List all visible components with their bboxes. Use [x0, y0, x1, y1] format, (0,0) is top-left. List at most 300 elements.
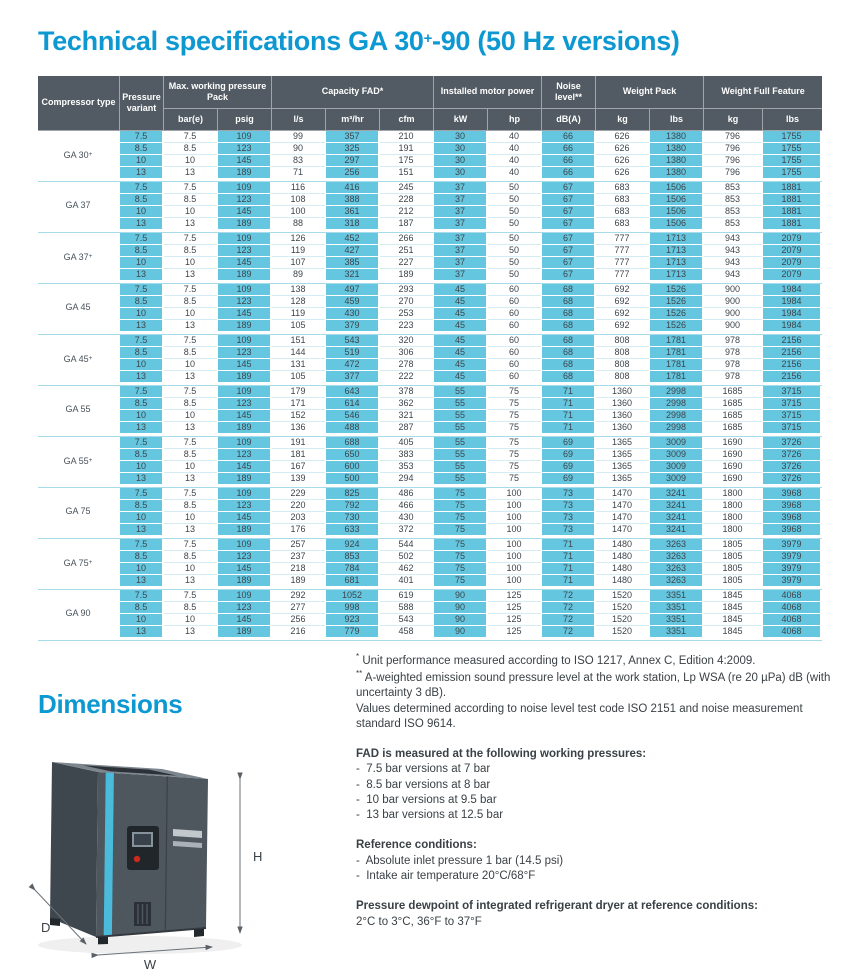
column-header: Weight Full Feature [704, 76, 822, 109]
table-cell: 1881 [763, 182, 822, 194]
compressor-group [38, 182, 822, 233]
table-cell: 227 [380, 257, 434, 269]
column-header: Capacity FAD* [272, 76, 434, 109]
table-cell: 4068 [763, 626, 822, 637]
table-cell: 75 [488, 422, 542, 433]
dimension-label-h: H [253, 849, 263, 864]
table-cell: 69 [542, 437, 596, 449]
table-cell: 1520 [596, 626, 650, 637]
table-cell: 45 [434, 308, 488, 320]
table-cell: 1800 [704, 488, 763, 500]
table-cell: 497 [326, 284, 380, 296]
table-cell: 40 [488, 131, 542, 143]
table-row [38, 398, 822, 410]
table-cell: 808 [596, 347, 650, 359]
table-cell: 1984 [763, 284, 822, 296]
table-cell: 67 [542, 194, 596, 206]
table-cell: 3241 [650, 524, 704, 535]
table-cell: 796 [704, 131, 763, 143]
table-cell: 99 [272, 131, 326, 143]
table-row [38, 449, 822, 461]
table-cell: 220 [272, 500, 326, 512]
table-cell: 325 [326, 143, 380, 155]
table-row [38, 524, 822, 535]
table-cell: 1526 [650, 284, 704, 296]
table-cell: 3241 [650, 512, 704, 524]
spec-table [38, 76, 822, 641]
table-cell: 66 [542, 155, 596, 167]
table-cell: 633 [326, 524, 380, 535]
table-cell: 1805 [704, 539, 763, 551]
table-cell: 13 [164, 167, 218, 178]
table-cell: 10 [164, 563, 218, 575]
table-cell: 4068 [763, 590, 822, 602]
table-cell: 50 [488, 182, 542, 194]
table-cell: 50 [488, 194, 542, 206]
table-cell: 3715 [763, 422, 822, 433]
table-row [38, 602, 822, 614]
table-cell: 619 [380, 590, 434, 602]
table-row [38, 155, 822, 167]
table-cell: 145 [218, 359, 272, 371]
table-cell: 175 [380, 155, 434, 167]
table-cell: 1520 [596, 602, 650, 614]
table-cell: 10 [164, 155, 218, 167]
table-cell: 1690 [704, 461, 763, 473]
table-cell: 7.5 [164, 488, 218, 500]
table-cell: 378 [380, 386, 434, 398]
table-cell: 486 [380, 488, 434, 500]
table-row [38, 551, 822, 563]
table-cell: 287 [380, 422, 434, 433]
page-title [38, 0, 822, 57]
table-cell: 1800 [704, 512, 763, 524]
table-cell: 2156 [763, 335, 822, 347]
table-cell: 2156 [763, 359, 822, 371]
table-cell: 189 [218, 575, 272, 586]
floor-shadow [38, 936, 242, 954]
table-cell: 71 [542, 551, 596, 563]
table-cell: 10 [120, 563, 164, 575]
table-cell: 502 [380, 551, 434, 563]
table-cell: 13 [120, 422, 164, 433]
table-cell: 1845 [704, 602, 763, 614]
table-cell: 119 [272, 245, 326, 257]
table-cell: 109 [218, 437, 272, 449]
table-cell: 75 [488, 386, 542, 398]
compressor-group [38, 539, 822, 590]
table-row [38, 359, 822, 371]
table-cell: 1685 [704, 410, 763, 422]
table-cell: 2156 [763, 371, 822, 382]
page-title-sup: + [423, 31, 433, 47]
table-cell: 72 [542, 602, 596, 614]
table-cell: 796 [704, 155, 763, 167]
table-row [38, 308, 822, 320]
table-cell: 60 [488, 308, 542, 320]
compressor-group [38, 437, 822, 488]
table-cell: 55 [434, 398, 488, 410]
table-cell: 181 [272, 449, 326, 461]
table-cell: 8.5 [164, 398, 218, 410]
page-title-suffix: -90 (50 Hz versions) [432, 26, 680, 56]
table-cell: 8.5 [164, 347, 218, 359]
table-cell: 8.5 [120, 245, 164, 257]
table-cell: 13 [120, 473, 164, 484]
compressor-group [38, 386, 822, 437]
table-cell: 626 [596, 167, 650, 178]
table-cell: 10 [164, 410, 218, 422]
table-row [38, 245, 822, 257]
table-cell: 37 [434, 182, 488, 194]
table-cell: 10 [120, 512, 164, 524]
dimension-label-d: D [41, 920, 51, 935]
table-cell: 7.5 [164, 590, 218, 602]
table-row [38, 386, 822, 398]
table-cell: 2079 [763, 269, 822, 280]
table-cell: 145 [218, 410, 272, 422]
table-cell: 145 [218, 206, 272, 218]
table-cell: 10 [120, 155, 164, 167]
table-cell: 138 [272, 284, 326, 296]
table-cell: 853 [704, 218, 763, 229]
table-cell: 123 [218, 296, 272, 308]
table-cell: 7.5 [164, 131, 218, 143]
table-cell: 1845 [704, 590, 763, 602]
compressor-group [38, 284, 822, 335]
table-cell: 189 [218, 320, 272, 331]
table-cell: 7.5 [120, 590, 164, 602]
table-cell: 107 [272, 257, 326, 269]
table-cell: 203 [272, 512, 326, 524]
table-cell: 7.5 [120, 539, 164, 551]
table-cell: 100 [488, 551, 542, 563]
compressor-type-cell: GA 37 [38, 182, 120, 229]
compressor-type-cell: GA 90 [38, 590, 120, 637]
table-cell: 1360 [596, 422, 650, 433]
table-cell: 8.5 [164, 296, 218, 308]
table-cell: 71 [542, 386, 596, 398]
table-cell: 131 [272, 359, 326, 371]
table-cell: 8.5 [120, 602, 164, 614]
table-cell: 13 [120, 320, 164, 331]
table-cell: 306 [380, 347, 434, 359]
table-cell: 210 [380, 131, 434, 143]
footnote-marker: ** [356, 669, 363, 679]
table-cell: 3241 [650, 500, 704, 512]
table-cell: 2079 [763, 245, 822, 257]
table-cell: 55 [434, 437, 488, 449]
table-row [38, 233, 822, 245]
table-cell: 10 [120, 308, 164, 320]
table-cell: 1845 [704, 626, 763, 637]
table-cell: 3263 [650, 539, 704, 551]
dimensions-section [38, 647, 356, 977]
table-cell: 1881 [763, 218, 822, 229]
table-cell: 109 [218, 539, 272, 551]
table-cell: 13 [164, 269, 218, 280]
table-cell: 8.5 [120, 347, 164, 359]
table-cell: 30 [434, 143, 488, 155]
table-cell: 294 [380, 473, 434, 484]
table-cell: 683 [596, 194, 650, 206]
table-cell: 1360 [596, 410, 650, 422]
table-cell: 626 [596, 155, 650, 167]
table-cell: 2998 [650, 410, 704, 422]
table-cell: 37 [434, 206, 488, 218]
table-cell: 123 [218, 398, 272, 410]
table-cell: 100 [488, 539, 542, 551]
table-cell: 109 [218, 182, 272, 194]
table-cell: 75 [488, 437, 542, 449]
table-cell: 488 [326, 422, 380, 433]
table-cell: 3968 [763, 500, 822, 512]
table-cell: 10 [164, 461, 218, 473]
table-cell: 145 [218, 512, 272, 524]
table-cell: 8.5 [164, 194, 218, 206]
table-cell: 1713 [650, 257, 704, 269]
table-cell: 7.5 [120, 386, 164, 398]
table-cell: 123 [218, 449, 272, 461]
table-cell: 796 [704, 167, 763, 178]
table-cell: 3263 [650, 575, 704, 586]
table-cell: 1470 [596, 524, 650, 535]
control-screen-inner [134, 834, 151, 845]
table-cell: 779 [326, 626, 380, 637]
table-cell: 500 [326, 473, 380, 484]
compressor-group [38, 335, 822, 386]
foot [98, 937, 108, 945]
dewpoint-title: Pressure dewpoint of integrated refrigerant dryer at reference conditions: [356, 900, 758, 913]
table-cell: 109 [218, 284, 272, 296]
table-cell: 266 [380, 233, 434, 245]
table-cell: 67 [542, 269, 596, 280]
table-cell: 519 [326, 347, 380, 359]
table-cell: 100 [272, 206, 326, 218]
table-cell: 10 [120, 257, 164, 269]
table-cell: 189 [218, 218, 272, 229]
table-cell: 189 [218, 371, 272, 382]
table-cell: 60 [488, 359, 542, 371]
table-cell: 73 [542, 512, 596, 524]
table-cell: 68 [542, 335, 596, 347]
table-cell: 109 [218, 386, 272, 398]
table-cell: 7.5 [164, 437, 218, 449]
table-cell: 73 [542, 488, 596, 500]
table-cell: 377 [326, 371, 380, 382]
table-cell: 546 [326, 410, 380, 422]
table-cell: 72 [542, 626, 596, 637]
note-item: - 7.5 bar versions at 7 bar [356, 762, 832, 777]
table-cell: 60 [488, 284, 542, 296]
table-cell: 10 [120, 206, 164, 218]
table-cell: 277 [272, 602, 326, 614]
note-item: - 13 bar versions at 12.5 bar [356, 808, 832, 823]
table-cell: 1690 [704, 449, 763, 461]
table-cell: 223 [380, 320, 434, 331]
table-cell: 10 [164, 359, 218, 371]
table-cell: 68 [542, 347, 596, 359]
table-cell: 278 [380, 359, 434, 371]
table-cell: 777 [596, 269, 650, 280]
table-cell: 75 [488, 473, 542, 484]
table-row [38, 590, 822, 602]
compressor-group [38, 590, 822, 641]
table-cell: 1755 [763, 131, 822, 143]
table-cell: 73 [542, 524, 596, 535]
table-cell: 3715 [763, 410, 822, 422]
table-cell: 362 [380, 398, 434, 410]
table-cell: 123 [218, 602, 272, 614]
table-cell: 3263 [650, 551, 704, 563]
column-subheader: kg [596, 109, 650, 131]
table-cell: 1984 [763, 308, 822, 320]
table-cell: 60 [488, 335, 542, 347]
table-cell: 253 [380, 308, 434, 320]
column-subheader: lbs [650, 109, 704, 131]
table-cell: 1470 [596, 500, 650, 512]
table-cell: 136 [272, 422, 326, 433]
table-cell: 1480 [596, 551, 650, 563]
table-cell: 1480 [596, 539, 650, 551]
table-cell: 45 [434, 296, 488, 308]
table-cell: 388 [326, 194, 380, 206]
table-cell: 777 [596, 257, 650, 269]
table-cell: 1506 [650, 182, 704, 194]
table-cell: 71 [542, 575, 596, 586]
table-cell: 808 [596, 335, 650, 347]
table-cell: 978 [704, 335, 763, 347]
table-cell: 68 [542, 359, 596, 371]
table-cell: 3968 [763, 524, 822, 535]
table-cell: 13 [164, 371, 218, 382]
table-cell: 458 [380, 626, 434, 637]
table-cell: 692 [596, 284, 650, 296]
table-cell: 123 [218, 347, 272, 359]
table-cell: 67 [542, 245, 596, 257]
compressor-type-cell: GA 75+ [38, 539, 120, 586]
table-cell: 71 [272, 167, 326, 178]
table-cell: 75 [488, 461, 542, 473]
table-cell: 189 [380, 269, 434, 280]
table-cell: 293 [380, 284, 434, 296]
table-cell: 796 [704, 143, 763, 155]
table-row [38, 500, 822, 512]
table-cell: 321 [380, 410, 434, 422]
table-cell: 171 [272, 398, 326, 410]
table-row [38, 284, 822, 296]
table-cell: 7.5 [120, 284, 164, 296]
table-row [38, 182, 822, 194]
table-cell: 825 [326, 488, 380, 500]
table-cell: 692 [596, 308, 650, 320]
table-cell: 1781 [650, 347, 704, 359]
table-cell: 1380 [650, 131, 704, 143]
column-header: Pressure variant [120, 76, 164, 131]
table-cell: 1480 [596, 563, 650, 575]
table-cell: 459 [326, 296, 380, 308]
table-cell: 90 [434, 602, 488, 614]
table-cell: 68 [542, 371, 596, 382]
table-cell: 256 [326, 167, 380, 178]
table-cell: 189 [218, 626, 272, 637]
table-cell: 1380 [650, 143, 704, 155]
table-cell: 650 [326, 449, 380, 461]
table-cell: 1805 [704, 575, 763, 586]
table-cell: 318 [326, 218, 380, 229]
table-cell: 37 [434, 269, 488, 280]
table-cell: 10 [164, 206, 218, 218]
table-row [38, 320, 822, 331]
table-cell: 123 [218, 143, 272, 155]
table-cell: 10 [120, 461, 164, 473]
compressor-type-cell: GA 75 [38, 488, 120, 535]
table-cell: 10 [164, 614, 218, 626]
column-subheader: hp [488, 109, 542, 131]
table-cell: 66 [542, 167, 596, 178]
table-row [38, 194, 822, 206]
foot [50, 918, 60, 926]
table-cell: 60 [488, 320, 542, 331]
table-cell: 145 [218, 155, 272, 167]
table-cell: 8.5 [120, 449, 164, 461]
table-cell: 125 [488, 602, 542, 614]
table-cell: 37 [434, 194, 488, 206]
column-subheader: lbs [763, 109, 822, 131]
table-cell: 144 [272, 347, 326, 359]
compressor-type-cell: GA 45+ [38, 335, 120, 382]
table-cell: 75 [434, 551, 488, 563]
table-cell: 692 [596, 296, 650, 308]
table-cell: 372 [380, 524, 434, 535]
footnote-noise-standard: Values determined according to noise level test code ISO 2151 and noise measurement standard ISO 9614. [356, 702, 803, 730]
table-cell: 75 [434, 512, 488, 524]
table-row [38, 167, 822, 178]
table-cell: 1781 [650, 371, 704, 382]
compressor-type-cell: GA 55+ [38, 437, 120, 484]
table-row [38, 206, 822, 218]
table-cell: 1805 [704, 563, 763, 575]
table-cell: 189 [218, 473, 272, 484]
table-cell: 10 [164, 308, 218, 320]
compressor-group [38, 488, 822, 539]
table-cell: 75 [434, 488, 488, 500]
table-cell: 45 [434, 359, 488, 371]
table-cell: 45 [434, 371, 488, 382]
table-cell: 1470 [596, 488, 650, 500]
table-cell: 1685 [704, 422, 763, 433]
table-cell: 69 [542, 473, 596, 484]
column-subheader: l/s [272, 109, 326, 131]
table-cell: 792 [326, 500, 380, 512]
table-cell: 125 [488, 590, 542, 602]
table-cell: 943 [704, 257, 763, 269]
table-cell: 1526 [650, 296, 704, 308]
table-cell: 10 [164, 257, 218, 269]
table-cell: 237 [272, 551, 326, 563]
table-cell: 1360 [596, 398, 650, 410]
table-cell: 543 [380, 614, 434, 626]
table-cell: 3351 [650, 614, 704, 626]
table-cell: 923 [326, 614, 380, 626]
table-cell: 69 [542, 461, 596, 473]
table-cell: 55 [434, 473, 488, 484]
table-cell: 7.5 [164, 539, 218, 551]
table-cell: 109 [218, 590, 272, 602]
table-cell: 55 [434, 422, 488, 433]
table-cell: 1380 [650, 167, 704, 178]
table-cell: 105 [272, 371, 326, 382]
